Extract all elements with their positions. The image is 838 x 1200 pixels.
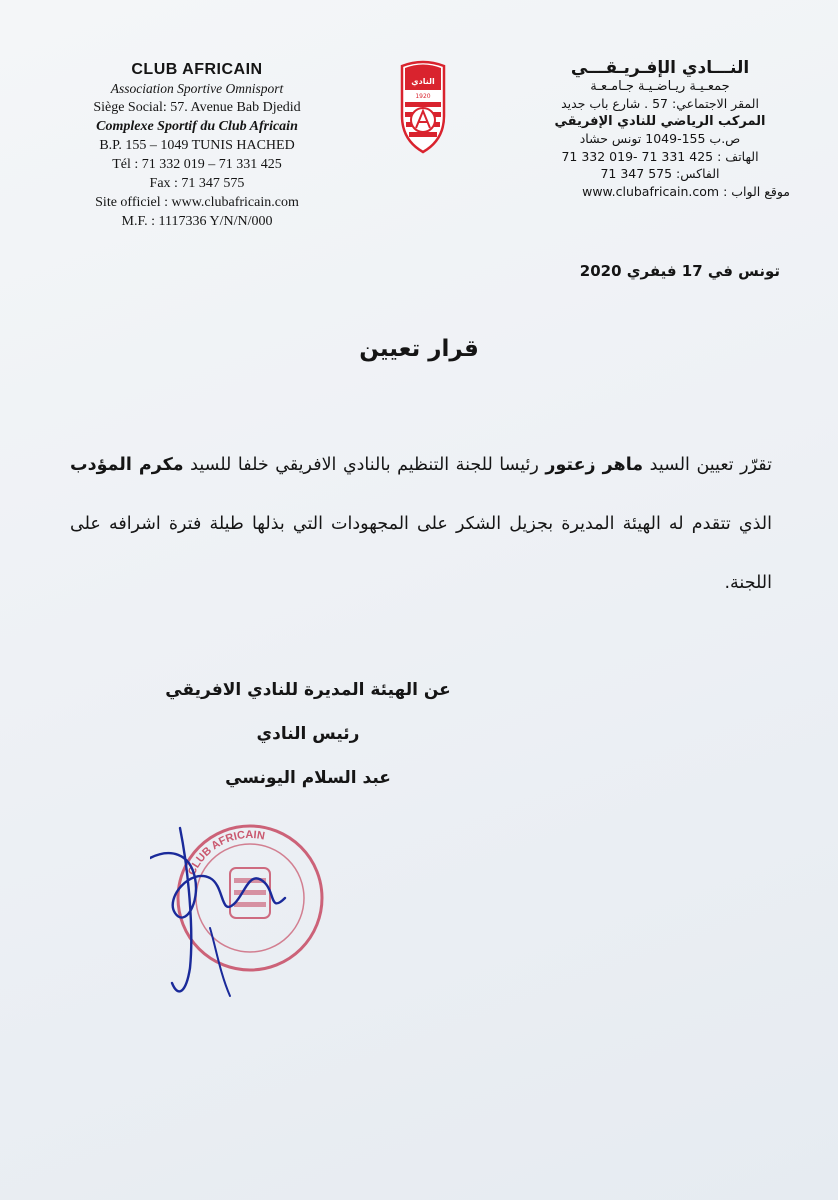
svg-text:النادي: النادي: [411, 77, 435, 86]
club-name-ar: النـــادي الإفـريـقـــي: [570, 58, 750, 78]
signature-block: [148, 668, 468, 800]
appointee-name: ماهر زعتور: [545, 455, 644, 475]
club-name-fr: CLUB AFRICAIN: [131, 61, 263, 78]
letter-date: تونس في 17 فيفري 2020: [579, 262, 780, 280]
predecessor-name: مكرم المؤدب: [70, 455, 184, 475]
association-fr: Association Sportive Omnisport: [110, 81, 284, 96]
stamp-text: CLUB AFRICAIN: [185, 828, 266, 878]
signatory-name: عبد السلام اليونسي: [225, 768, 391, 788]
body-part-2: رئيسا للجنة التنظيم بالنادي الافريقي خلفا للسيد: [183, 455, 546, 475]
tax-id: M.F. : 1117336 Y/N/N/000: [121, 214, 273, 229]
website-ar: موقع الواب : www.clubafricain.com: [582, 183, 790, 199]
association-ar: جمعـيـة ريـاضـيـة جـامـعـة: [590, 78, 730, 94]
decision-body: [70, 436, 772, 613]
po-box-fr: B.P. 155 – 1049 TUNIS HACHED: [99, 138, 295, 153]
svg-text:CLUB AFRICAIN: [186, 829, 266, 877]
siege-social: Siège Social: 57. Avenue Bab Djedid: [93, 100, 301, 115]
website-fr: Site officiel : www.clubafricain.com: [95, 195, 299, 210]
complex-ar: المركب الرياضي للنادي الإفريقي: [554, 113, 766, 129]
po-box-ar: ص.ب 155-1049 تونس حشاد: [579, 131, 741, 146]
fax-ar: الفاكس: 575 347 71: [600, 166, 720, 181]
crest-year: 1920: [415, 93, 431, 100]
body-part-3: الذي تتقدم له الهيئة المديرة بجزيل الشكر على المجهودات التي بذلها طيلة فترة اشرافه على اللجنة.: [70, 514, 772, 593]
official-stamp-signature: [150, 808, 350, 1008]
address-ar: المقر الاجتماعي: 57 . شارع باب جديد: [561, 96, 759, 111]
signatory-board: عن الهيئة المديرة للنادي الافريقي: [165, 680, 451, 700]
letterhead-arabic: [530, 60, 790, 200]
signatory-title: رئيس النادي: [256, 724, 360, 744]
letterhead-french: [62, 60, 332, 231]
phone-fr: Tél : 71 332 019 – 71 331 425: [112, 157, 282, 172]
body-part-1: تقرّر تعيين السيد: [643, 455, 773, 475]
document-title: قرار تعيين: [359, 336, 479, 362]
club-crest-logo: [399, 60, 447, 154]
phone-ar: الهاتف : 425 331 71 -019 332 71: [561, 148, 759, 164]
fax-fr: Fax : 71 347 575: [149, 176, 245, 191]
complex-fr: Complexe Sportif du Club Africain: [96, 119, 298, 134]
